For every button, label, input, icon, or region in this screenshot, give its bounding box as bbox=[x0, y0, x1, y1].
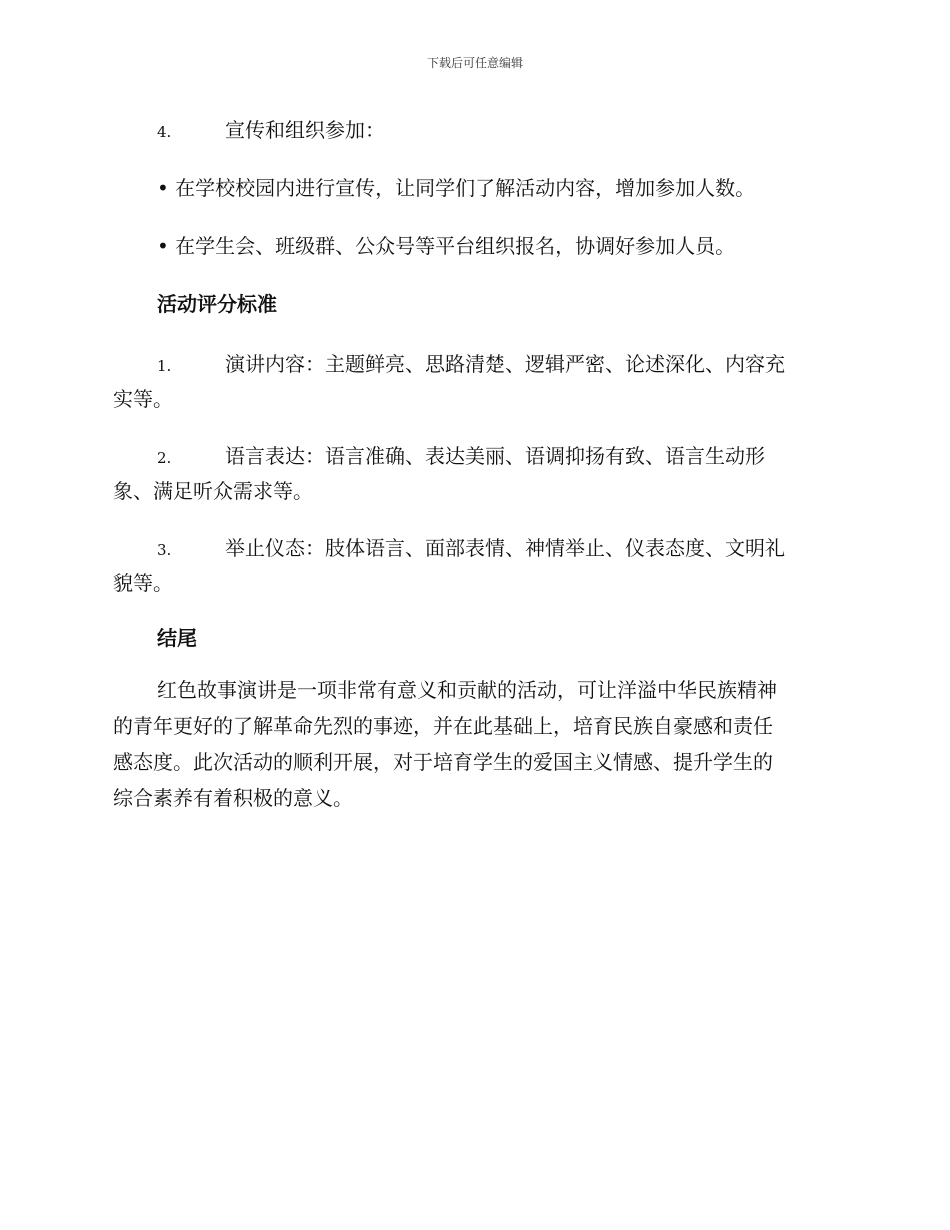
list-text-continued: 实等。 bbox=[113, 387, 173, 411]
scoring-item-language bbox=[113, 436, 835, 506]
list-number: 3. bbox=[157, 541, 172, 559]
list-text-continued: 象、满足听众需求等。 bbox=[113, 479, 313, 503]
ending-paragraph bbox=[113, 672, 835, 816]
list-text: 演讲内容：主题鲜亮、思路清楚、逻辑严密、论述深化、内容充 bbox=[225, 352, 785, 376]
section-heading-ending: 结尾 bbox=[157, 626, 197, 650]
list-item-promo bbox=[113, 112, 835, 148]
list-number: 2. bbox=[157, 449, 172, 467]
list-text: 宣传和组织参加： bbox=[225, 118, 385, 142]
scoring-item-manner bbox=[113, 528, 835, 598]
paragraph-line: 红色故事演讲是一项非常有意义和贡献的活动，可让洋溢中华民族精神 bbox=[157, 678, 777, 702]
list-text-continued: 貌等。 bbox=[113, 571, 173, 595]
section-heading-scoring: 活动评分标准 bbox=[157, 292, 277, 316]
bullet-item-signup: • 在学生会、班级群、公众号等平台组织报名，协调好参加人员。 bbox=[157, 234, 736, 258]
list-text: 举止仪态：肢体语言、面部表情、神情举止、仪表态度、文明礼 bbox=[225, 536, 785, 560]
bullet-item-campus: • 在学校校园内进行宣传，让同学们了解活动内容，增加参加人数。 bbox=[157, 176, 756, 200]
list-text: 语言表达：语言准确、表达美丽、语调抑扬有致、语言生动形 bbox=[225, 444, 765, 468]
paragraph-line: 感态度。此次活动的顺利开展，对于培育学生的爱国主义情感、提升学生的 bbox=[113, 750, 773, 774]
page-header: 下载后可任意编辑 bbox=[426, 56, 523, 70]
scoring-item-content bbox=[113, 344, 835, 414]
paragraph-line: 综合素养有着积极的意义。 bbox=[113, 786, 353, 810]
list-number: 1. bbox=[157, 357, 172, 375]
document-body bbox=[113, 112, 835, 816]
list-number: 4. bbox=[157, 123, 172, 141]
paragraph-line: 的青年更好的了解革命先烈的事迹，并在此基础上，培育民族自豪感和责任 bbox=[113, 714, 773, 738]
